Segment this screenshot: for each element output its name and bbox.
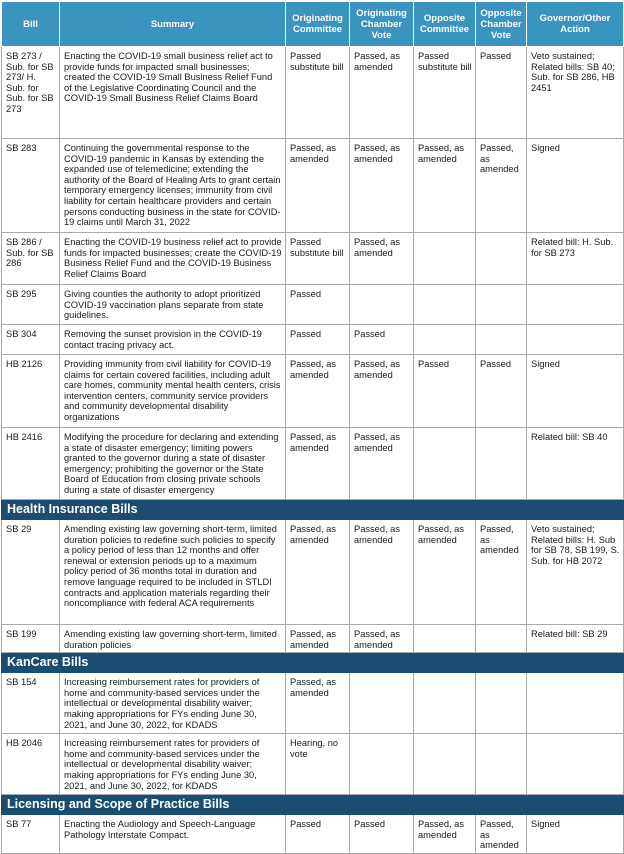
table-row	[2, 47, 624, 139]
summary-cell: Modifying the procedure for declaring and extending a state of disaster emergency; limiting powers granted to the governor during a state of disaster emergency; prohibiting the governor or the State Board of Education from closing private schools during a state of disaster emergency	[60, 428, 286, 500]
column-header: Originating Chamber Vote	[350, 2, 414, 47]
opposite-committee-cell	[414, 734, 476, 795]
originating-committee-cell: Passed, as amended	[286, 625, 350, 653]
opposite-chamber-vote-cell: Passed	[476, 47, 527, 139]
summary-cell: Increasing reimbursement rates for providers of home and community-based services under the intellectual or developmental disability waiver; making appropriations for FYs ending June 30, 2021, and June 30, 2022, for KDADS	[60, 673, 286, 734]
governor-action-cell	[527, 325, 624, 355]
governor-action-cell: Veto sustained; Related bills: H. Sub for SB 78, SB 199, S. Sub. for HB 2072	[527, 520, 624, 625]
originating-chamber-vote-cell: Passed, as amended	[350, 139, 414, 233]
opposite-committee-cell	[414, 285, 476, 325]
summary-cell: Increasing reimbursement rates for providers of home and community-based services under the intellectual or developmental disability waiver; making appropriations for FYs ending June 30, 2021, and June 30, 2022, for KDADS	[60, 734, 286, 795]
governor-action-cell: Related bill: SB 40	[527, 428, 624, 500]
column-header: Summary	[60, 2, 286, 47]
section-title: Licensing and Scope of Practice Bills	[2, 795, 624, 815]
originating-committee-cell: Passed, as amended	[286, 673, 350, 734]
originating-chamber-vote-cell: Passed, as amended	[350, 355, 414, 428]
column-header: Opposite Chamber Vote	[476, 2, 527, 47]
opposite-chamber-vote-cell: Passed, as amended	[476, 520, 527, 625]
opposite-chamber-vote-cell: Passed	[476, 355, 527, 428]
opposite-chamber-vote-cell: Passed, as amended	[476, 815, 527, 854]
column-header: Opposite Committee	[414, 2, 476, 47]
originating-chamber-vote-cell: Passed, as amended	[350, 47, 414, 139]
opposite-chamber-vote-cell	[476, 673, 527, 734]
section-header-row	[2, 795, 624, 815]
opposite-committee-cell	[414, 673, 476, 734]
governor-action-cell	[527, 673, 624, 734]
summary-cell: Providing immunity from civil liability for COVID-19 claims for certain covered facilities, including adult care homes, community mental health centers, crisis intervention centers, community service providers and community developmental disability organizations	[60, 355, 286, 428]
originating-chamber-vote-cell: Passed	[350, 325, 414, 355]
table-row	[2, 625, 624, 653]
opposite-committee-cell	[414, 428, 476, 500]
governor-action-cell	[527, 734, 624, 795]
summary-cell: Enacting the COVID-19 small business relief act to provide funds for impacted small businesses; created the COVID-19 Small Business Relief Fund of the Legislative Coordinating Council and the COVID-19 Small Business Relief Claims Board	[60, 47, 286, 139]
section-title: KanCare Bills	[2, 653, 624, 673]
summary-cell: Amending existing law governing short-term, limited duration policies to redefine such policies to specify a policy period of less than 12 months and offer renewal or extension periods up to a maximum policy period of 36 months total in duration and remove language required to be included in STLDI contracts and application materials regarding their noncompliance with federal ACA requirements	[60, 520, 286, 625]
table-row	[2, 815, 624, 854]
opposite-committee-cell: Passed	[414, 355, 476, 428]
table-row	[2, 233, 624, 285]
summary-cell: Enacting the COVID-19 business relief act to provide funds for impacted businesses; create the COVID-19 Business Relief Fund and the COVID-19 Business Relief Claims Board	[60, 233, 286, 285]
table-row	[2, 428, 624, 500]
table-row	[2, 355, 624, 428]
table-row	[2, 520, 624, 625]
originating-chamber-vote-cell: Passed, as amended	[350, 625, 414, 653]
summary-cell: Enacting the Audiology and Speech-Language Pathology Interstate Compact.	[60, 815, 286, 854]
bill-number-cell: SB 273 / Sub. for SB 273/ H. Sub. for Sub. for SB 273	[2, 47, 60, 139]
originating-committee-cell: Hearing, no vote	[286, 734, 350, 795]
governor-action-cell: Signed	[527, 815, 624, 854]
opposite-committee-cell	[414, 233, 476, 285]
originating-chamber-vote-cell	[350, 673, 414, 734]
bill-number-cell: SB 77	[2, 815, 60, 854]
opposite-chamber-vote-cell	[476, 734, 527, 795]
bill-number-cell: SB 286 / Sub. for SB 286	[2, 233, 60, 285]
summary-cell: Amending existing law governing short-term, limited duration policies	[60, 625, 286, 653]
summary-cell: Giving counties the authority to adopt prioritized COVID-19 vaccination plans separate from state guidelines.	[60, 285, 286, 325]
originating-committee-cell: Passed, as amended	[286, 355, 350, 428]
governor-action-cell: Veto sustained; Related bills: SB 40; Sub. for SB 286, HB 2451	[527, 47, 624, 139]
originating-committee-cell: Passed	[286, 285, 350, 325]
originating-chamber-vote-cell: Passed, as amended	[350, 520, 414, 625]
originating-chamber-vote-cell: Passed, as amended	[350, 233, 414, 285]
section-header-row	[2, 500, 624, 520]
opposite-chamber-vote-cell	[476, 285, 527, 325]
originating-committee-cell: Passed, as amended	[286, 139, 350, 233]
originating-committee-cell: Passed substitute bill	[286, 233, 350, 285]
opposite-chamber-vote-cell	[476, 428, 527, 500]
originating-committee-cell: Passed	[286, 815, 350, 854]
column-header: Governor/Other Action	[527, 2, 624, 47]
originating-committee-cell: Passed, as amended	[286, 520, 350, 625]
opposite-chamber-vote-cell	[476, 325, 527, 355]
originating-committee-cell: Passed, as amended	[286, 428, 350, 500]
bill-number-cell: SB 154	[2, 673, 60, 734]
bill-number-cell: SB 199	[2, 625, 60, 653]
opposite-committee-cell	[414, 625, 476, 653]
opposite-committee-cell: Passed, as amended	[414, 139, 476, 233]
column-header: Originating Committee	[286, 2, 350, 47]
originating-chamber-vote-cell: Passed, as amended	[350, 428, 414, 500]
bill-number-cell: SB 283	[2, 139, 60, 233]
bill-number-cell: HB 2046	[2, 734, 60, 795]
opposite-committee-cell	[414, 325, 476, 355]
originating-chamber-vote-cell: Passed	[350, 815, 414, 854]
governor-action-cell: Signed	[527, 355, 624, 428]
originating-chamber-vote-cell	[350, 734, 414, 795]
opposite-chamber-vote-cell: Passed, as amended	[476, 139, 527, 233]
opposite-chamber-vote-cell	[476, 625, 527, 653]
table-row	[2, 285, 624, 325]
governor-action-cell: Related bill: SB 29	[527, 625, 624, 653]
section-header-row	[2, 653, 624, 673]
governor-action-cell: Related bill: H. Sub. for SB 273	[527, 233, 624, 285]
column-header: Bill	[2, 2, 60, 47]
opposite-committee-cell: Passed substitute bill	[414, 47, 476, 139]
table-row	[2, 139, 624, 233]
opposite-chamber-vote-cell	[476, 233, 527, 285]
opposite-committee-cell: Passed, as amended	[414, 520, 476, 625]
bill-number-cell: SB 29	[2, 520, 60, 625]
summary-cell: Removing the sunset provision in the COVID-19 contact tracing privacy act.	[60, 325, 286, 355]
header-row	[2, 2, 624, 47]
governor-action-cell: Signed	[527, 139, 624, 233]
table-row	[2, 673, 624, 734]
opposite-committee-cell: Passed, as amended	[414, 815, 476, 854]
legislation-table	[1, 1, 624, 854]
bill-number-cell: HB 2126	[2, 355, 60, 428]
bill-number-cell: SB 295	[2, 285, 60, 325]
table-row	[2, 325, 624, 355]
table-row	[2, 734, 624, 795]
bill-number-cell: HB 2416	[2, 428, 60, 500]
originating-committee-cell: Passed substitute bill	[286, 47, 350, 139]
originating-committee-cell: Passed	[286, 325, 350, 355]
table-body	[2, 47, 624, 854]
governor-action-cell	[527, 285, 624, 325]
originating-chamber-vote-cell	[350, 285, 414, 325]
bill-number-cell: SB 304	[2, 325, 60, 355]
summary-cell: Continuing the governmental response to the COVID-19 pandemic in Kansas by extending the expanded use of telemedicine; extending the authority of the Board of Healing Arts to grant certain temporary emergency licenses; immunity from civil liability for certain healthcare providers and certain persons conducting business in the state for COVID-19 claims until March 31, 2022	[60, 139, 286, 233]
section-title: Health Insurance Bills	[2, 500, 624, 520]
